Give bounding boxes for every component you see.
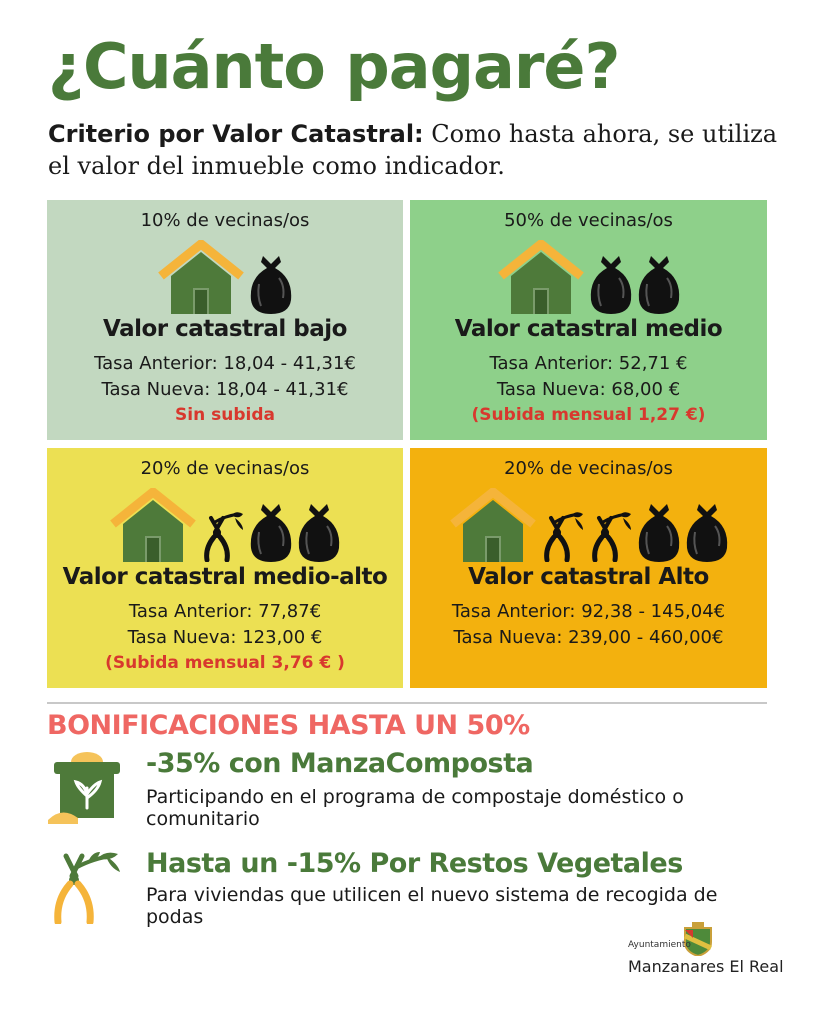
card-icons	[410, 238, 767, 314]
card-label: Valor catastral bajo	[103, 316, 347, 342]
garbage-bag-icon	[685, 500, 729, 562]
card-label: Valor catastral medio	[454, 316, 723, 342]
house-icon	[109, 488, 197, 562]
house-icon	[449, 488, 537, 562]
card-valor-medio	[410, 200, 767, 440]
card-percent: 50% de vecinas/os	[504, 210, 673, 231]
card-icons	[47, 238, 403, 314]
tasa-anterior: Tasa Anterior: 52,71 €	[489, 353, 688, 374]
garbage-bag-icon	[637, 252, 681, 314]
card-valor-alto	[410, 448, 767, 688]
card-percent: 10% de vecinas/os	[140, 210, 310, 231]
garbage-bag-icon	[297, 500, 341, 562]
card-icons	[47, 486, 403, 562]
pruning-shears-icon	[201, 512, 245, 562]
pruning-shears-icon	[589, 512, 633, 562]
card-percent: 20% de vecinas/os	[504, 458, 673, 479]
card-label: Valor catastral Alto	[468, 564, 709, 590]
pruning-shears-icon	[48, 850, 128, 924]
card-valor-bajo	[47, 200, 403, 440]
house-icon	[497, 240, 585, 314]
tasa-anterior: Tasa Anterior: 18,04 - 41,31€	[94, 353, 356, 374]
subida-note: Sin subida	[175, 405, 275, 425]
bonus-heading-restos: Hasta un -15% Por Restos Vegetales	[146, 848, 683, 879]
intro-paragraph	[48, 118, 788, 182]
tasa-anterior: Tasa Anterior: 92,38 - 145,04€	[451, 601, 726, 622]
tasa-anterior: Tasa Anterior: 77,87€	[128, 601, 322, 622]
pruning-shears-icon	[541, 512, 585, 562]
card-percent: 20% de vecinas/os	[140, 458, 310, 479]
tasa-nueva: Tasa Nueva: 68,00 €	[496, 379, 681, 400]
garbage-bag-icon	[249, 252, 293, 314]
card-label: Valor catastral medio-alto	[62, 564, 388, 590]
bonus-text-restos: Para viviendas que utilicen el nuevo sistema de recogida de podas	[146, 884, 718, 928]
bonus-title: BONIFICACIONES HASTA UN 50%	[47, 710, 530, 741]
garbage-bag-icon	[589, 252, 633, 314]
logo-manzanares: Manzanares El Real	[628, 957, 784, 976]
coat-of-arms-icon	[683, 922, 713, 956]
house-icon	[157, 240, 245, 314]
logo-ayuntamiento: Ayuntamiento	[628, 940, 691, 950]
page-title: ¿Cuánto pagaré?	[48, 30, 620, 103]
subida-note: (Subida mensual 3,76 € )	[105, 653, 345, 673]
tasa-nueva: Tasa Nueva: 18,04 - 41,31€	[101, 379, 349, 400]
card-valor-medio-alto	[47, 448, 403, 688]
garbage-bag-icon	[249, 500, 293, 562]
section-divider	[47, 702, 767, 704]
bonus-heading-compost: -35% con ManzaComposta	[146, 748, 534, 779]
bonus-text-compost: Participando en el programa de compostaje doméstico o comunitario	[146, 786, 684, 830]
compost-bin-icon	[48, 748, 126, 824]
tasa-nueva: Tasa Nueva: 123,00 €	[127, 627, 323, 648]
intro-text: Como hasta ahora, se utiliza el valor del inmueble como indicador.	[48, 120, 778, 180]
card-icons	[410, 486, 767, 562]
garbage-bag-icon	[637, 500, 681, 562]
subida-note: (Subida mensual 1,27 €)	[471, 405, 706, 425]
intro-lead: Criterio por Valor Catastral:	[48, 120, 424, 148]
tasa-nueva: Tasa Nueva: 239,00 - 460,00€	[453, 627, 724, 648]
